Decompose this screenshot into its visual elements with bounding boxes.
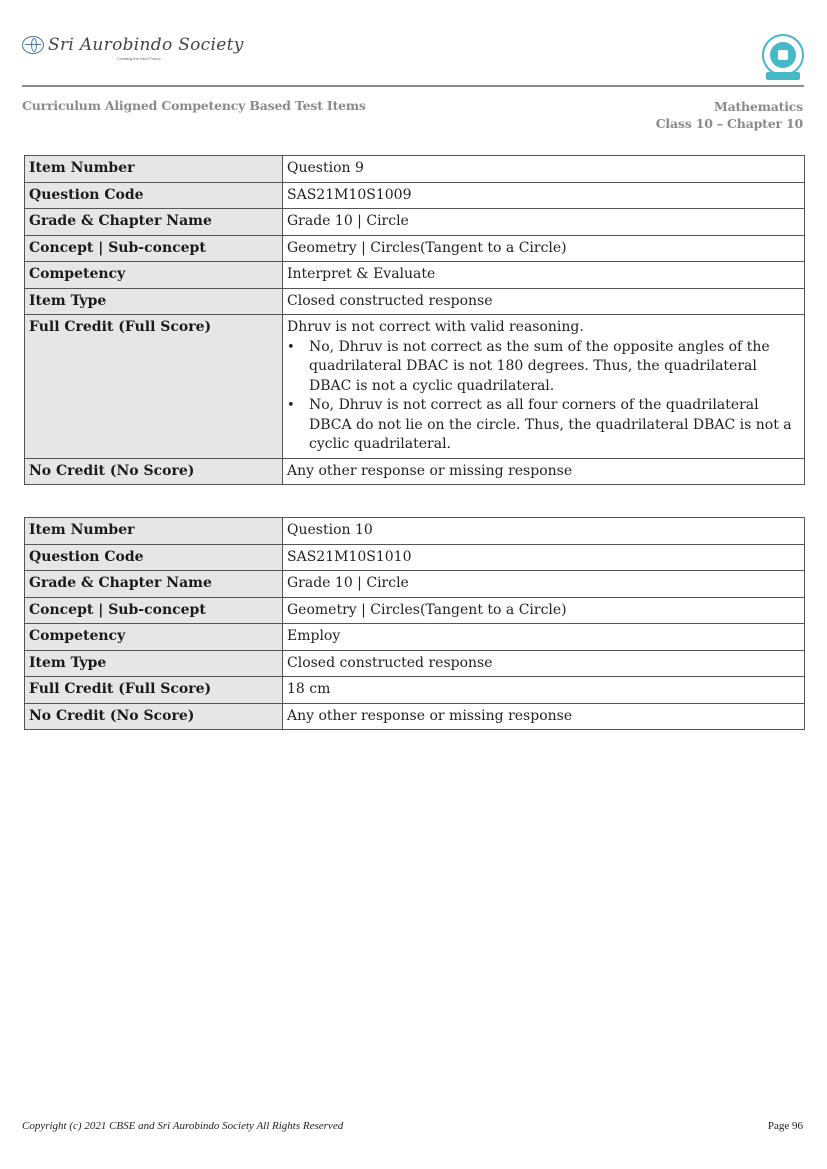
- table-row: [25, 288, 805, 315]
- row-label: Concept | Sub-concept: [25, 597, 283, 624]
- row-value: Closed constructed response: [283, 650, 805, 677]
- bullet-item: • No, Dhruv is not correct as all four corners of the quadrilateral DBCA do not lie on the circle. Thus, the quadrilateral DBAC is not a cyclic quadrilateral.: [309, 396, 800, 455]
- row-value: Any other response or missing response: [283, 458, 805, 485]
- row-label: Question Code: [25, 182, 283, 209]
- item-table-question-10: [24, 517, 805, 730]
- row-label: No Credit (No Score): [25, 458, 283, 485]
- row-value: Closed constructed response: [283, 288, 805, 315]
- table-row: [25, 597, 805, 624]
- row-value: Question 10: [283, 518, 805, 545]
- subject-info: [656, 98, 803, 132]
- row-value: Geometry | Circles(Tangent to a Circle): [283, 597, 805, 624]
- row-label: Concept | Sub-concept: [25, 235, 283, 262]
- row-label: Item Number: [25, 156, 283, 183]
- sri-aurobindo-society-logo: [22, 34, 244, 61]
- table-row: [25, 209, 805, 236]
- logo-text: Sri Aurobindo Society: [48, 34, 244, 55]
- class-chapter-label: Class 10 – Chapter 10: [655, 116, 803, 131]
- table-row: [25, 571, 805, 598]
- row-value: SAS21M10S1009: [283, 182, 805, 209]
- table-row: [25, 315, 805, 459]
- table-row: [25, 262, 805, 289]
- row-value: Question 9: [283, 156, 805, 183]
- copyright-notice: Copyright (c) 2021 CBSE and Sri Aurobindo Society All Rights Reserved: [22, 1120, 344, 1132]
- full-credit-bullets: [287, 338, 800, 455]
- table-row: [25, 703, 805, 730]
- row-label: Grade & Chapter Name: [25, 571, 283, 598]
- row-value: Grade 10 | Circle: [283, 209, 805, 236]
- table-row: [25, 235, 805, 262]
- row-value: Any other response or missing response: [283, 703, 805, 730]
- table-row: [25, 624, 805, 651]
- row-label: Competency: [25, 262, 283, 289]
- row-label: Full Credit (Full Score): [25, 677, 283, 704]
- row-value: 18 cm: [283, 677, 805, 704]
- item-table-question-9: [24, 155, 805, 485]
- header-divider: [22, 85, 804, 87]
- row-label: No Credit (No Score): [25, 703, 283, 730]
- row-label: Question Code: [25, 544, 283, 571]
- logo-tagline: Creating the Next Future: [117, 56, 161, 61]
- row-label: Grade & Chapter Name: [25, 209, 283, 236]
- row-value: SAS21M10S1010: [283, 544, 805, 571]
- table-row: [25, 677, 805, 704]
- row-label: Item Type: [25, 288, 283, 315]
- document-title: Curriculum Aligned Competency Based Test Items: [22, 98, 366, 113]
- row-value: Grade 10 | Circle: [283, 571, 805, 598]
- row-value: Interpret & Evaluate: [283, 262, 805, 289]
- table-row: [25, 156, 805, 183]
- cbse-seal-icon: [762, 34, 804, 76]
- subject-label: Mathematics: [713, 99, 803, 114]
- globe-logo-icon: [22, 36, 44, 54]
- bullet-item: • No, Dhruv is not correct as the sum of the opposite angles of the quadrilateral DBAC is not 180 degrees. Thus, the quadrilateral DBAC is not a cyclic quadrilateral.: [309, 338, 800, 397]
- table-row: [25, 182, 805, 209]
- page-number: Page 96: [767, 1120, 803, 1132]
- row-label: Full Credit (Full Score): [25, 315, 283, 459]
- table-row: [25, 458, 805, 485]
- row-label: Item Number: [25, 518, 283, 545]
- row-value: [283, 315, 805, 459]
- cbse-seal-ribbon: [766, 72, 800, 80]
- table-row: [25, 544, 805, 571]
- table-row: [25, 650, 805, 677]
- row-label: Competency: [25, 624, 283, 651]
- full-credit-intro: Dhruv is not correct with valid reasoning.: [287, 319, 584, 335]
- row-value: Employ: [283, 624, 805, 651]
- table-row: [25, 518, 805, 545]
- row-value: Geometry | Circles(Tangent to a Circle): [283, 235, 805, 262]
- row-label: Item Type: [25, 650, 283, 677]
